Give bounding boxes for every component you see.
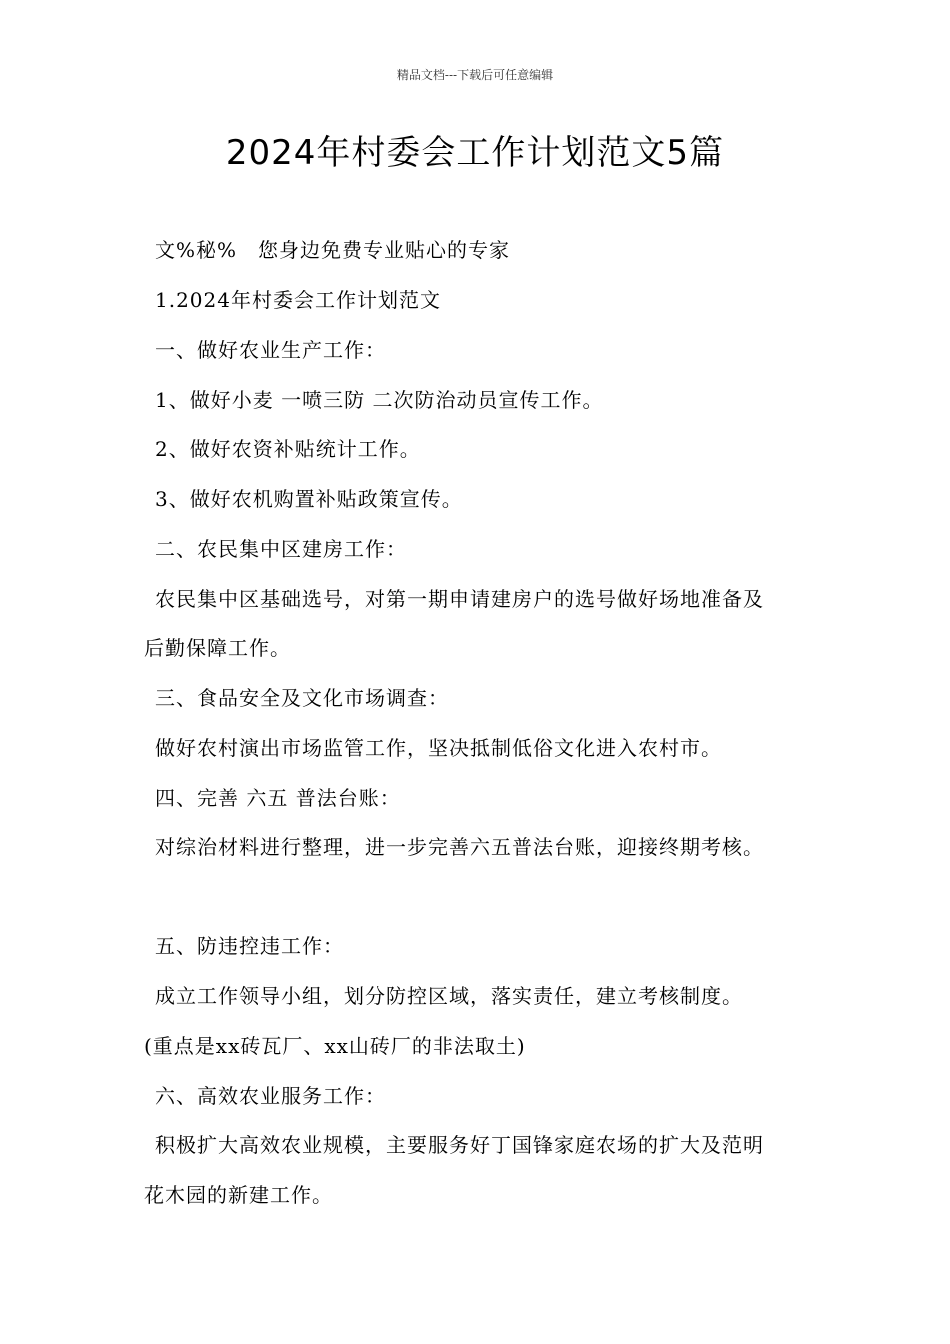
paragraph-line: 2、做好农资补贴统计工作。 [155, 437, 421, 461]
paragraph-line: 四、完善 六五 普法台账： [155, 786, 401, 810]
subtitle-line: 文%秘% 您身边免费专业贴心的专家 [155, 238, 511, 262]
paragraph-line: 1、做好小麦 一喷三防 二次防治动员宣传工作。 [155, 388, 604, 412]
paragraph-line: 五、防违控违工作： [155, 934, 344, 958]
paragraph-line: 二、农民集中区建房工作： [155, 537, 407, 561]
paragraph-line: 一、做好农业生产工作： [155, 338, 386, 362]
section-heading: 1.2024年村委会工作计划范文 [155, 288, 441, 312]
document-title: 2024年村委会工作计划范文5篇 [225, 133, 725, 173]
header-note: 精品文档---下载后可任意编辑 [396, 68, 554, 82]
paragraph-line: 花木园的新建工作。 [144, 1183, 333, 1207]
paragraph-line: 农民集中区基础选号，对第一期申请建房户的选号做好场地准备及 [155, 587, 764, 611]
paragraph-line: 六、高效农业服务工作： [155, 1084, 386, 1108]
paragraph-line: 三、食品安全及文化市场调查： [155, 686, 449, 710]
paragraph-line: 成立工作领导小组，划分防控区域，落实责任，建立考核制度。 [155, 984, 743, 1008]
paragraph-line: 后勤保障工作。 [144, 636, 291, 660]
paragraph-line: 积极扩大高效农业规模，主要服务好丁国锋家庭农场的扩大及范明 [155, 1133, 764, 1157]
paragraph-line: 3、做好农机购置补贴政策宣传。 [155, 487, 463, 511]
paragraph-line: (重点是xx砖瓦厂、xx山砖厂的非法取土) [144, 1034, 526, 1058]
paragraph-line: 对综治材料进行整理，进一步完善六五普法台账，迎接终期考核。 [155, 835, 764, 859]
paragraph-line: 做好农村演出市场监管工作，坚决抵制低俗文化进入农村市。 [155, 736, 722, 760]
